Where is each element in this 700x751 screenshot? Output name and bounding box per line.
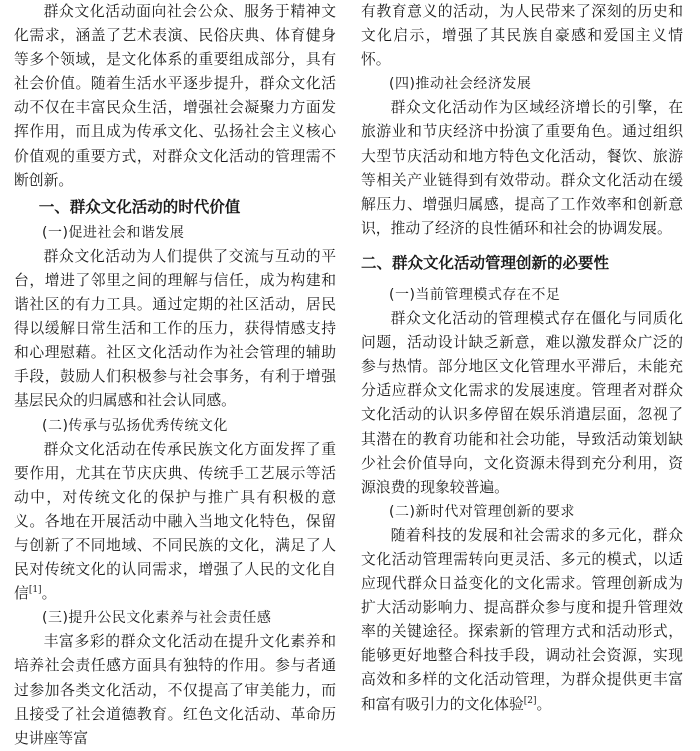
subheading-1: (一)促进社会和谐发展 bbox=[42, 224, 185, 241]
subheading-4: (四)推动社会经济发展 bbox=[389, 76, 532, 93]
paragraph-4: 群众文化活动作为区域经济增长的引擎，在旅游业和节庆经济中扮演了重要角色。通过组织大型节庆活动和地方特色文化活动，餐饮、旅游等相关产业链得到有效带动。群众文化活动在缓解压力、增强归属感，提高了工作效率和创新意识，推动了经济的良性循环和社会的协调发展。 bbox=[361, 99, 683, 237]
citation-ref-2: [2] bbox=[523, 695, 537, 706]
paragraph-3-continued: 有教育意义的活动，为人民带来了深刻的历史和文化启示，增强了其民族自豪感和爱国主义情怀。 bbox=[361, 3, 683, 69]
section-heading-2: 二、群众文化活动管理创新的必要性 bbox=[361, 253, 610, 272]
paragraph-2-end: 。 bbox=[41, 585, 57, 603]
paragraph-1: 群众文化活动为人们提供了交流与互动的平台，增进了邻里之间的理解与信任，成为构建和谐社区的有力工具。通过定期的社区活动，居民得以缓解日常生活和工作的压力，获得情感支持和心理慰藉。社区文化活动作为社会管理的辅助手段，鼓励人们积极参与社会事务，有利于增强基层民众的归属感和社会认同感。 bbox=[14, 247, 336, 410]
paragraph-6-end: 。 bbox=[536, 695, 552, 713]
paragraph-2-text: 群众文化活动在传承民族文化方面发挥了重要作用，尤其在节庆庆典、传统手工艺展示等活动中，对传统文化的保护与推广具有积极的意义。各地在开展活动中融入当地文化特色，保留与创新了不同地域、不同民族的文化，满足了人民对传统文化的认同需求，增强了人民的文化自信 bbox=[14, 440, 336, 603]
left-column bbox=[14, 0, 336, 751]
section-heading-1: 一、群众文化活动的时代价值 bbox=[38, 197, 241, 216]
paragraph-2 bbox=[14, 438, 336, 607]
intro-paragraph: 群众文化活动面向社会公众、服务于精神文化需求，涵盖了艺术表演、民俗庆典、体育健身等多个领域，是文化体系的重要组成部分，具有社会价值。随着生活水平逐步提升，群众文化活动不仅在丰富民众生活，增强社会凝聚力方面发挥作用，而且成为传承文化、弘扬社会主义核心价值观的重要方式，对群众文化活动的管理需不断创新。 bbox=[14, 3, 336, 189]
subheading-6: (二)新时代对管理创新的要求 bbox=[389, 503, 575, 520]
paragraph-5: 群众文化活动的管理模式存在僵化与同质化问题，活动设计缺乏新意，难以激发群众广泛的参与热情。部分地区文化管理水平滞后，未能充分适应群众文化需求的发展速度。管理者对群众文化活动的认识多停留在娱乐消遣层面，忽视了其潜在的教育功能和社会功能，导致活动策划缺少社会价值导向，文化资源未得到充分利用，资源浪费的现象较普遍。 bbox=[361, 310, 683, 496]
paragraph-6 bbox=[361, 524, 683, 717]
subheading-3: (三)提升公民文化素养与社会责任感 bbox=[42, 610, 272, 627]
subheading-2: (二)传承与弘扬优秀传统文化 bbox=[42, 417, 228, 434]
citation-ref-1: [1] bbox=[28, 585, 42, 596]
paragraph-6-text: 随着科技的发展和社会需求的多元化，群众文化活动管理需转向更灵活、多元的模式，以适应现代群众日益变化的文化需求。管理创新成为扩大活动影响力、提高群众参与度和提升管理效率的关键途径。探索新的管理方式和活动形式，能够更好地整合科技手段，调动社会资源，实现高效和多样的文化活动管理，为群众提供更丰富和富有吸引力的文化体验 bbox=[361, 526, 683, 713]
paragraph-3: 丰富多彩的群众文化活动在提升文化素养和培养社会责任感方面具有独特的作用。参与者通过参加各类文化活动，不仅提高了审美能力，而且接受了社会道德教育。红色文化活动、革命历史讲座等富 bbox=[14, 633, 336, 747]
subheading-5: (一)当前管理模式存在不足 bbox=[389, 286, 561, 303]
right-column bbox=[361, 0, 683, 717]
